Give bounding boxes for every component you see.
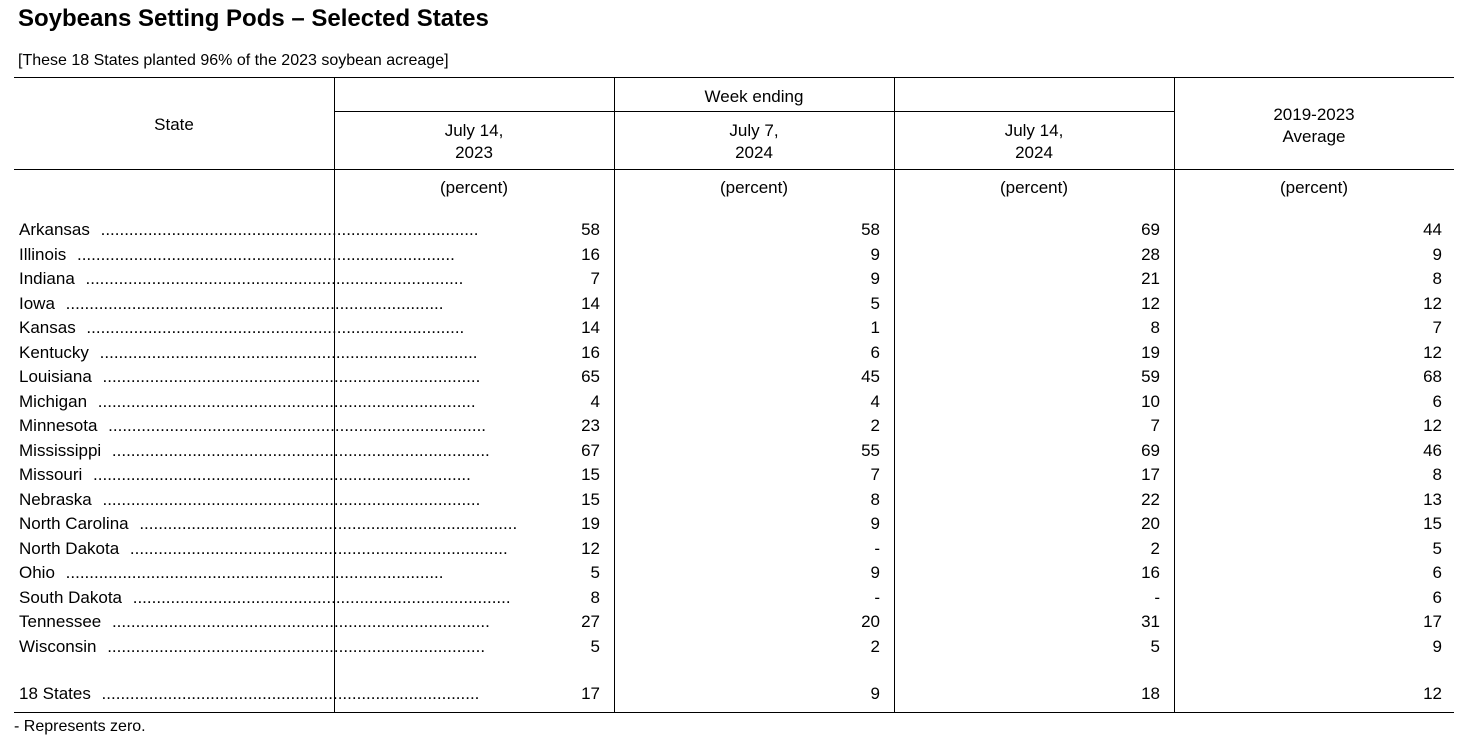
value-cell: 7: [870, 465, 880, 484]
state-name: Arkansas: [19, 220, 90, 239]
table-row: [14, 292, 1454, 317]
value-cell: 6: [1432, 391, 1442, 411]
state-name-cell: [19, 537, 508, 562]
value-cell: 21: [1141, 269, 1160, 288]
value-cell: 5: [1150, 636, 1160, 656]
header-col-july14-2024: [894, 120, 1174, 164]
state-name: Louisiana: [19, 367, 92, 386]
state-name: 18 States: [19, 684, 91, 703]
state-name-cell: [19, 512, 518, 537]
header-week-ending: Week ending: [704, 87, 804, 106]
value-cell: 12: [581, 538, 600, 558]
page-subtitle: [These 18 States planted 96% of the 2023 soybean acreage]: [18, 52, 449, 69]
value-cell: 8: [590, 587, 600, 607]
value-cell: 6: [1432, 587, 1442, 607]
value-cell: 5: [1432, 538, 1442, 558]
state-name: Illinois: [19, 244, 67, 264]
dot-leader: ................................................................................: [128, 587, 511, 607]
header-col-july14-2023: [334, 120, 614, 164]
value-cell: 12: [1423, 684, 1442, 703]
value-cell: 16: [581, 342, 600, 362]
dot-leader: ................................................................................: [93, 391, 476, 411]
value-cell: 9: [870, 269, 880, 288]
value-cell: 5: [590, 636, 600, 656]
table-row: [14, 610, 1454, 635]
value-cell: 9: [1432, 636, 1442, 656]
header-divider: [334, 111, 1174, 112]
state-name: Iowa: [19, 293, 55, 313]
state-name-cell: [19, 439, 490, 464]
unit-label: (percent): [1279, 178, 1349, 197]
header-line: 2023: [455, 143, 493, 162]
dot-leader: ................................................................................: [97, 489, 481, 509]
value-cell: 9: [870, 514, 880, 533]
state-name-cell: [19, 243, 455, 268]
value-cell: 20: [1141, 514, 1160, 533]
value-cell: 31: [1141, 612, 1160, 631]
state-name: Kentucky: [19, 342, 89, 362]
value-cell: 17: [1141, 465, 1160, 484]
header-line: 2024: [735, 143, 773, 162]
unit-label: (percent): [719, 178, 789, 197]
header-col-july7-2024: [614, 120, 894, 164]
dot-leader: ................................................................................: [81, 318, 465, 337]
page-title: Soybeans Setting Pods – Selected States: [18, 5, 489, 32]
table-row: [14, 243, 1454, 268]
value-cell: 58: [581, 220, 600, 239]
value-cell: 16: [581, 244, 600, 264]
value-cell: 23: [581, 416, 600, 435]
table-row: [14, 635, 1454, 660]
data-table: [14, 77, 1454, 713]
dot-leader: ................................................................................: [94, 342, 478, 362]
table-row: [14, 267, 1454, 292]
header-col-average: [1174, 104, 1454, 148]
state-name: North Dakota: [19, 538, 120, 558]
unit-label: (percent): [999, 178, 1069, 197]
table-row: [14, 463, 1454, 488]
value-cell: 10: [1141, 391, 1160, 411]
table-row: [14, 316, 1454, 341]
state-name-cell: [19, 610, 490, 635]
state-name: Michigan: [19, 391, 88, 411]
value-cell: 9: [1432, 244, 1442, 264]
dot-leader: ................................................................................: [102, 636, 486, 656]
value-cell: 15: [1423, 514, 1442, 533]
header-state: State: [154, 115, 194, 134]
table-row: [14, 414, 1454, 439]
dot-leader: ................................................................................: [96, 684, 480, 703]
state-name: Minnesota: [19, 416, 98, 435]
table-row: [14, 439, 1454, 464]
value-cell: 8: [870, 489, 880, 509]
value-cell: 6: [870, 342, 880, 362]
value-cell: 8: [1432, 465, 1442, 484]
value-cell: 5: [590, 563, 600, 582]
state-name-cell: [19, 488, 481, 513]
value-cell: 28: [1141, 244, 1160, 264]
value-cell: 17: [581, 684, 600, 703]
footnote: - Represents zero.: [14, 718, 146, 735]
value-cell: 8: [1150, 318, 1160, 337]
value-cell: 68: [1423, 367, 1442, 386]
table-row: [14, 390, 1454, 415]
dot-leader: ................................................................................: [60, 563, 444, 582]
value-cell: 7: [590, 269, 600, 288]
state-name-cell: [19, 561, 444, 586]
dot-leader: ................................................................................: [97, 367, 481, 386]
value-cell: 19: [1141, 342, 1160, 362]
dot-leader: ................................................................................: [88, 465, 471, 484]
value-cell: 5: [870, 293, 880, 313]
value-cell: 19: [581, 514, 600, 533]
value-cell: 17: [1423, 612, 1442, 631]
dot-leader: ................................................................................: [95, 220, 479, 239]
state-name-cell: [19, 365, 481, 390]
header-line: July 14,: [1004, 121, 1064, 140]
header-bottom-divider: [14, 169, 1454, 170]
value-cell: 46: [1423, 440, 1442, 460]
value-cell: 12: [1423, 342, 1442, 362]
value-cell: 12: [1141, 293, 1160, 313]
table-row: [14, 341, 1454, 366]
value-cell: 12: [1423, 416, 1442, 435]
value-cell: 65: [581, 367, 600, 386]
state-name-cell: [19, 267, 464, 292]
state-name-cell: [19, 390, 476, 415]
unit-label: (percent): [439, 178, 509, 197]
value-cell: 14: [581, 318, 600, 337]
state-name: Indiana: [19, 269, 75, 288]
value-cell: 2: [870, 636, 880, 656]
value-cell: 9: [870, 244, 880, 264]
dot-leader: ................................................................................: [125, 538, 508, 558]
table-row: [14, 488, 1454, 513]
value-cell: 4: [870, 391, 880, 411]
state-name: Wisconsin: [19, 636, 97, 656]
dot-leader: ................................................................................: [103, 416, 487, 435]
value-cell: 1: [870, 318, 880, 337]
value-cell: -: [874, 587, 880, 607]
value-cell: 45: [861, 367, 880, 386]
state-name-cell: [19, 682, 480, 707]
header-line: July 7,: [729, 121, 779, 140]
value-cell: 69: [1141, 440, 1160, 460]
header-line: July 14,: [444, 121, 504, 140]
dot-leader: ................................................................................: [72, 244, 455, 264]
value-cell: 4: [590, 391, 600, 411]
value-cell: 44: [1423, 220, 1442, 239]
header-line: 2024: [1015, 143, 1053, 162]
table-row: [14, 218, 1454, 243]
table-row: [14, 365, 1454, 390]
table-row: [14, 561, 1454, 586]
state-name: Nebraska: [19, 489, 92, 509]
dot-leader: ................................................................................: [107, 612, 490, 631]
value-cell: 15: [581, 465, 600, 484]
header-line: 2019-2023: [1273, 105, 1355, 124]
state-name: South Dakota: [19, 587, 123, 607]
value-cell: -: [874, 538, 880, 558]
value-cell: 9: [870, 684, 880, 703]
table-row: [14, 586, 1454, 611]
state-name-cell: [19, 414, 487, 439]
value-cell: 7: [1432, 318, 1442, 337]
value-cell: 67: [581, 440, 600, 460]
value-cell: 69: [1141, 220, 1160, 239]
state-name-cell: [19, 341, 478, 366]
state-name: North Carolina: [19, 514, 129, 533]
state-name: Tennessee: [19, 612, 102, 631]
state-name: Missouri: [19, 465, 83, 484]
dot-leader: ................................................................................: [134, 514, 518, 533]
value-cell: 2: [870, 416, 880, 435]
state-name: Kansas: [19, 318, 76, 337]
value-cell: 27: [581, 612, 600, 631]
value-cell: 55: [861, 440, 880, 460]
value-cell: 59: [1141, 367, 1160, 386]
value-cell: 9: [870, 563, 880, 582]
value-cell: 14: [581, 293, 600, 313]
value-cell: 22: [1141, 489, 1160, 509]
value-cell: 8: [1432, 269, 1442, 288]
value-cell: 13: [1423, 489, 1442, 509]
state-name-cell: [19, 635, 486, 660]
value-cell: 7: [1150, 416, 1160, 435]
header-line: Average: [1282, 127, 1346, 146]
state-name-cell: [19, 586, 511, 611]
value-cell: 2: [1150, 538, 1160, 558]
state-name-cell: [19, 316, 465, 341]
state-name: Mississippi: [19, 440, 102, 460]
table-total-row: [14, 682, 1454, 707]
dot-leader: ................................................................................: [107, 440, 490, 460]
table-row: [14, 537, 1454, 562]
value-cell: 6: [1432, 563, 1442, 582]
value-cell: -: [1154, 587, 1160, 607]
value-cell: 15: [581, 489, 600, 509]
value-cell: 16: [1141, 563, 1160, 582]
state-name-cell: [19, 292, 444, 317]
state-name: Ohio: [19, 563, 55, 582]
value-cell: 18: [1141, 684, 1160, 703]
dot-leader: ................................................................................: [60, 293, 444, 313]
state-name-cell: [19, 463, 471, 488]
dot-leader: ................................................................................: [80, 269, 464, 288]
value-cell: 20: [861, 612, 880, 631]
value-cell: 12: [1423, 293, 1442, 313]
state-name-cell: [19, 218, 479, 243]
value-cell: 58: [861, 220, 880, 239]
table-row: [14, 512, 1454, 537]
